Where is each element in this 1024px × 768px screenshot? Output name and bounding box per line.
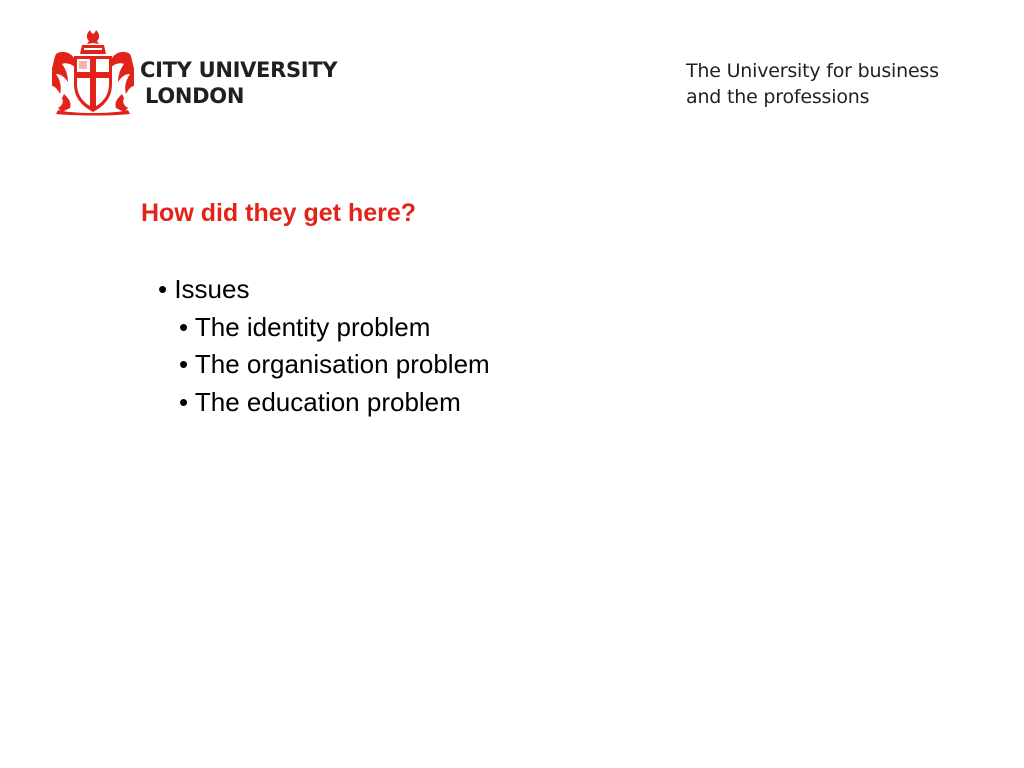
- bullet-item-issues: • Issues: [158, 274, 250, 304]
- logo-line-2: LONDON: [145, 84, 245, 108]
- bullet-item-identity-problem: • The identity problem: [179, 311, 431, 342]
- tagline-line-1: The University for business: [686, 60, 939, 82]
- bullet-item-education-problem: • The education problem: [179, 386, 461, 417]
- city-university-crest-icon: [52, 28, 134, 116]
- logo-line-1: CITY UNIVERSITY: [140, 58, 338, 82]
- slide-title: How did they get here?: [141, 199, 417, 227]
- tagline: [686, 58, 939, 110]
- university-logo-text: [140, 57, 337, 109]
- bullet-item-organisation-problem: • The organisation problem: [179, 349, 490, 379]
- bullet-list: [158, 271, 490, 421]
- tagline-line-2: and the professions: [686, 86, 870, 108]
